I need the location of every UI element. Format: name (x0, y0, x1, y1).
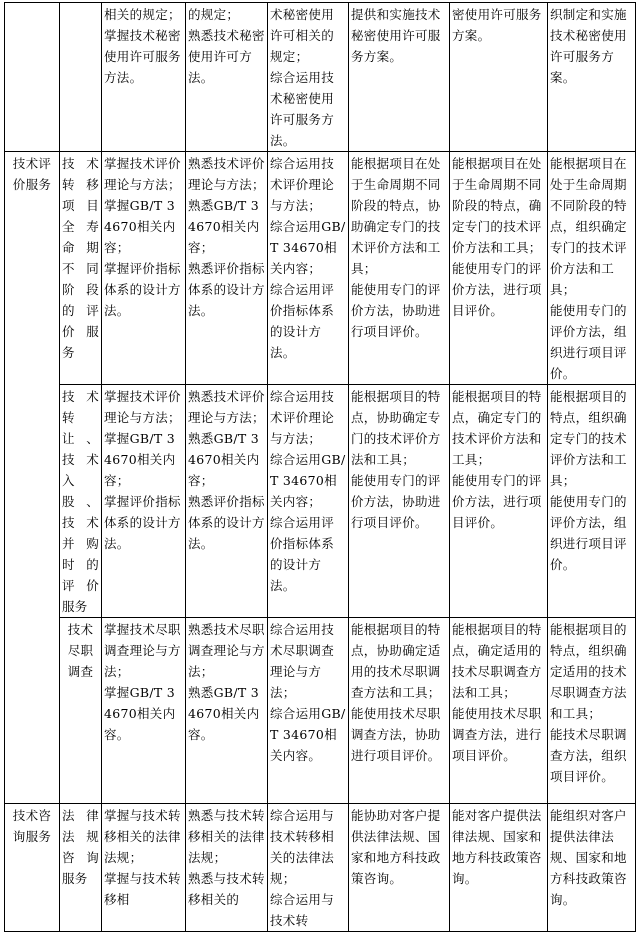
level-3-cell: 综合运用技术评价理论与方法； 综合运用GB/T 34670相关内容； 综合运用评价指标体系的设计方法。 (268, 385, 349, 618)
level-4-cell: 能根据项目的特点，协助确定适用的技术尽职调查方法和工具； 能使用技术尽职调查方法，协助进行项目评价。 (349, 618, 450, 804)
table-row (5, 618, 636, 804)
level-2-cell: 熟悉技术评价理论与方法； 熟悉GB/T 34670相关内容； 熟悉评价指标体系的设计方法。 (186, 385, 268, 618)
subject-cell (60, 3, 102, 152)
level-4-cell: 提供和实施技术秘密使用许可服务方案。 (349, 3, 450, 152)
level-4-cell: 能根据项目在处于生命周期不同阶段的特点，协助确定专门的技术评价方法和工具； 能使用专门的评价方法，协助进行项目评价。 (349, 152, 450, 385)
level-1-cell: 掌握技术尽职调查理论与方法； 掌握GB/T 34670相关内容。 (102, 618, 186, 804)
level-5-cell: 能根据项目的特点，确定专门的技术评价方法和工具； 能使用专门的评价方法，进行项目评价。 (450, 385, 548, 618)
level-2-cell: 熟悉与技术转移相关的法律法规； 熟悉与技术转移相关的 (186, 804, 268, 932)
level-3-cell: 综合运用技术评价理论与方法； 综合运用GB/T 34670相关内容； 综合运用评价指标体系的设计方法。 (268, 152, 349, 385)
requirements-table (4, 2, 636, 932)
level-6-cell: 能组织对客户提供法律法规、国家和地方科技政策咨询。 (548, 804, 636, 932)
level-1-cell: 相关的规定； 掌握技术秘密使用许可服务方法。 (102, 3, 186, 152)
level-5-cell: 能根据项目的特点，确定适用的技术尽职调查方法和工具； 能使用技术尽职调查方法，进行项目评价。 (450, 618, 548, 804)
level-5-cell: 能对客户提供法律法规、国家和地方科技政策咨询。 (450, 804, 548, 932)
level-6-cell: 织制定和实施技术秘密使用许可服务方案。 (548, 3, 636, 152)
level-2-cell: 熟悉技术尽职调查理论与方法； 熟悉GB/T 34670相关内容。 (186, 618, 268, 804)
level-2-cell: 熟悉技术评价理论与方法； 熟悉GB/T 34670相关内容； 熟悉评价指标体系的设计方法。 (186, 152, 268, 385)
subject-cell: 技术转移项目全寿命期不同阶段的评价服务 (60, 152, 102, 385)
level-6-cell: 能根据项目的特点，组织确定适用的技术尽职调查方法和工具； 能技术尽职调查方法，组织项目评价。 (548, 618, 636, 804)
table-row (5, 3, 636, 152)
level-3-cell: 综合运用技术尽职调查理论与方法； 综合运用GB/T 34670相关内容。 (268, 618, 349, 804)
level-2-cell: 的规定； 熟悉技术秘密使用许可方法。 (186, 3, 268, 152)
subject-cell: 技术尽职调查 (60, 618, 102, 804)
category-cell: 技术咨询服务 (5, 804, 60, 932)
subject-cell: 法律法规咨询服务 (60, 804, 102, 932)
category-cell: 技术评价服务 (5, 152, 60, 804)
table-row (5, 385, 636, 618)
category-cell (5, 3, 60, 152)
level-3-cell: 综合运用与技术转移相关的法律法规； 综合运用与技术转 (268, 804, 349, 932)
level-6-cell: 能根据项目在处于生命周期不同阶段的特点，组织确定专门的技术评价方法和工具； 能使用专门的评价方法，组织进行项目评价。 (548, 152, 636, 385)
level-5-cell: 密使用许可服务方案。 (450, 3, 548, 152)
level-1-cell: 掌握技术评价理论与方法； 掌握GB/T 34670相关内容； 掌握评价指标体系的设计方法。 (102, 385, 186, 618)
level-1-cell: 掌握与技术转移相关的法律法规； 掌握与技术转移相 (102, 804, 186, 932)
level-5-cell: 能根据项目在处于生命周期不同阶段的特点，确定专门的技术评价方法和工具； 能使用专门的评价方法，进行项目评价。 (450, 152, 548, 385)
level-4-cell: 能根据项目的特点，协助确定专门的技术评价方法和工具； 能使用专门的评价方法，协助进行项目评价。 (349, 385, 450, 618)
table-row (5, 152, 636, 385)
level-1-cell: 掌握技术评价理论与方法； 掌握GB/T 34670相关内容； 掌握评价指标体系的设计方法。 (102, 152, 186, 385)
subject-cell: 技术转让、技术入股、技术并购时的评价服务 (60, 385, 102, 618)
table-row (5, 804, 636, 932)
level-6-cell: 能根据项目的特点，组织确定专门的技术评价方法和工具； 能使用专门的评价方法，组织进行项目评价。 (548, 385, 636, 618)
level-4-cell: 能协助对客户提供法律法规、国家和地方科技政策咨询。 (349, 804, 450, 932)
level-3-cell: 术秘密使用许可相关的规定； 综合运用技术秘密使用许可服务方法。 (268, 3, 349, 152)
